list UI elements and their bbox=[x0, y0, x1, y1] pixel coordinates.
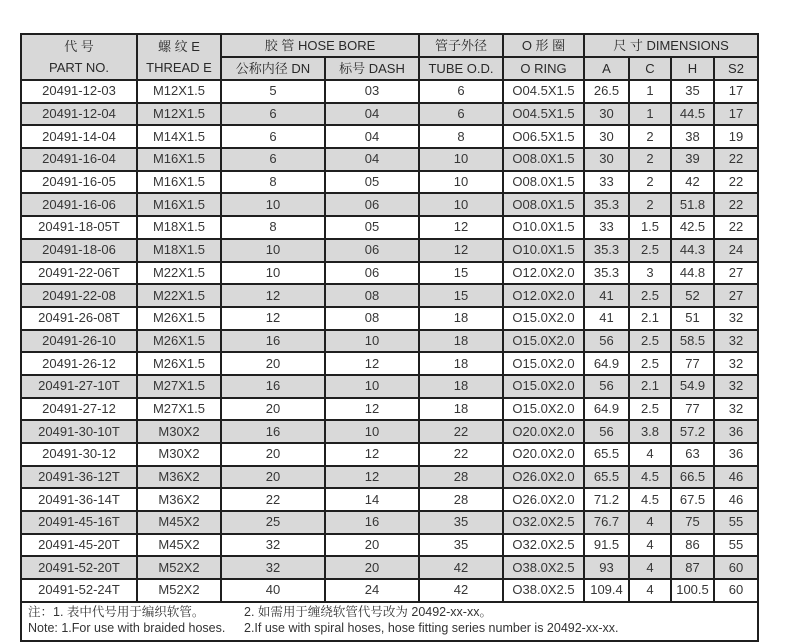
table-cell: 20 bbox=[221, 443, 325, 466]
table-cell: M52X2 bbox=[137, 579, 221, 602]
table-cell: 35.3 bbox=[584, 239, 629, 262]
table-cell: 77 bbox=[671, 398, 714, 421]
table-cell: 6 bbox=[221, 125, 325, 148]
notes-row bbox=[21, 602, 758, 641]
table-cell: M27X1.5 bbox=[137, 398, 221, 421]
table-cell: 16 bbox=[221, 375, 325, 398]
header-dim-s2: S2 bbox=[714, 57, 758, 80]
table-cell: 1.5 bbox=[629, 216, 671, 239]
table-cell: 06 bbox=[325, 193, 419, 216]
table-cell: 22 bbox=[714, 216, 758, 239]
table-cell: M12X1.5 bbox=[137, 80, 221, 103]
table-cell: 20491-45-20T bbox=[21, 534, 137, 557]
table-cell: 35 bbox=[419, 534, 503, 557]
table-cell: 26.5 bbox=[584, 80, 629, 103]
table-cell: 40 bbox=[221, 579, 325, 602]
table-cell: 39 bbox=[671, 148, 714, 171]
table-cell: O10.0X1.5 bbox=[503, 216, 584, 239]
table-cell: 08 bbox=[325, 307, 419, 330]
table-cell: M30X2 bbox=[137, 443, 221, 466]
table-cell: M14X1.5 bbox=[137, 125, 221, 148]
table-cell: 44.3 bbox=[671, 239, 714, 262]
table-cell: 6 bbox=[419, 80, 503, 103]
table-cell: 2.5 bbox=[629, 239, 671, 262]
table-cell: O38.0X2.5 bbox=[503, 579, 584, 602]
table-cell: 20 bbox=[221, 398, 325, 421]
table-row bbox=[21, 193, 758, 216]
header-o-ring-zh: O 形 圈 bbox=[503, 34, 584, 57]
table-cell: 2.5 bbox=[629, 398, 671, 421]
table-cell: 20491-22-08 bbox=[21, 284, 137, 307]
table-cell: 55 bbox=[714, 534, 758, 557]
table-cell: 56 bbox=[584, 420, 629, 443]
header-thread bbox=[137, 34, 221, 80]
table-cell: 4.5 bbox=[629, 488, 671, 511]
table-cell: M16X1.5 bbox=[137, 193, 221, 216]
table-cell: 51 bbox=[671, 307, 714, 330]
table-cell: 10 bbox=[325, 420, 419, 443]
header-dimensions-group: 尺 寸 DIMENSIONS bbox=[584, 34, 758, 57]
table-cell: O12.0X2.0 bbox=[503, 284, 584, 307]
table-cell: 32 bbox=[221, 556, 325, 579]
table-cell: 35 bbox=[671, 80, 714, 103]
table-cell: 86 bbox=[671, 534, 714, 557]
header-dn: 公称内径 DN bbox=[221, 57, 325, 80]
table-cell: 27 bbox=[714, 284, 758, 307]
table-cell: O08.0X1.5 bbox=[503, 148, 584, 171]
note-zh-1: 注：1. 表中代号用于编织软管。 bbox=[28, 605, 205, 620]
table-cell: 33 bbox=[584, 216, 629, 239]
table-cell: 22 bbox=[714, 193, 758, 216]
table-cell: 33 bbox=[584, 171, 629, 194]
table-cell: 32 bbox=[714, 330, 758, 353]
table-cell: 16 bbox=[325, 511, 419, 534]
table-cell: O15.0X2.0 bbox=[503, 398, 584, 421]
note-zh-2: 2. 如需用于缠绕软管代号改为 20492-xx-xx。 bbox=[244, 605, 492, 620]
table-cell: 4 bbox=[629, 556, 671, 579]
header-dim-c: C bbox=[629, 57, 671, 80]
table-cell: 4 bbox=[629, 443, 671, 466]
table-cell: 20491-16-06 bbox=[21, 193, 137, 216]
table-cell: 3 bbox=[629, 262, 671, 285]
table-cell: 10 bbox=[419, 148, 503, 171]
table-cell: 8 bbox=[419, 125, 503, 148]
table-cell: 41 bbox=[584, 307, 629, 330]
table-cell: 93 bbox=[584, 556, 629, 579]
table-cell: 20491-12-04 bbox=[21, 103, 137, 126]
table-cell: 19 bbox=[714, 125, 758, 148]
header-dim-a: A bbox=[584, 57, 629, 80]
table-cell: 28 bbox=[419, 488, 503, 511]
table-cell: 63 bbox=[671, 443, 714, 466]
table-cell: 56 bbox=[584, 375, 629, 398]
table-cell: 10 bbox=[419, 171, 503, 194]
table-cell: 10 bbox=[221, 262, 325, 285]
table-row bbox=[21, 330, 758, 353]
table-cell: 04 bbox=[325, 125, 419, 148]
table-cell: O12.0X2.0 bbox=[503, 262, 584, 285]
table-cell: 22 bbox=[714, 171, 758, 194]
table-cell: 8 bbox=[221, 171, 325, 194]
table-cell: 20491-18-05T bbox=[21, 216, 137, 239]
table-cell: 12 bbox=[419, 216, 503, 239]
table-cell: 20491-18-06 bbox=[21, 239, 137, 262]
table-cell: 10 bbox=[325, 375, 419, 398]
note-en-2: 2.If use with spiral hoses, hose fitting series number is 20492-xx-xx. bbox=[244, 620, 619, 635]
table-cell: 20491-36-12T bbox=[21, 466, 137, 489]
table-cell: 44.8 bbox=[671, 262, 714, 285]
table-cell: 22 bbox=[221, 488, 325, 511]
table-row bbox=[21, 148, 758, 171]
table-cell: O04.5X1.5 bbox=[503, 80, 584, 103]
table-cell: 65.5 bbox=[584, 443, 629, 466]
table-cell: 18 bbox=[419, 375, 503, 398]
table-cell: 55 bbox=[714, 511, 758, 534]
table-cell: 08 bbox=[325, 284, 419, 307]
table-header bbox=[21, 34, 758, 80]
table-cell: O20.0X2.0 bbox=[503, 443, 584, 466]
table-row bbox=[21, 420, 758, 443]
table-cell: 71.2 bbox=[584, 488, 629, 511]
table-cell: 2.5 bbox=[629, 284, 671, 307]
table-cell: O38.0X2.5 bbox=[503, 556, 584, 579]
table-cell: O32.0X2.5 bbox=[503, 534, 584, 557]
header-row-1 bbox=[21, 34, 758, 57]
table-cell: 30 bbox=[584, 103, 629, 126]
table-cell: 42 bbox=[419, 556, 503, 579]
header-part-no bbox=[21, 34, 137, 80]
table-cell: 18 bbox=[419, 307, 503, 330]
header-thread-zh: 螺 纹 E bbox=[158, 39, 200, 54]
table-row bbox=[21, 352, 758, 375]
table-cell: 76.7 bbox=[584, 511, 629, 534]
table-cell: 64.9 bbox=[584, 398, 629, 421]
table-cell: 12 bbox=[221, 307, 325, 330]
table-cell: O32.0X2.5 bbox=[503, 511, 584, 534]
table-row bbox=[21, 262, 758, 285]
table-cell: M52X2 bbox=[137, 556, 221, 579]
table-cell: 22 bbox=[419, 443, 503, 466]
table-cell: 2 bbox=[629, 125, 671, 148]
table-cell: M36X2 bbox=[137, 488, 221, 511]
table-cell: 32 bbox=[714, 375, 758, 398]
table-cell: 36 bbox=[714, 420, 758, 443]
table-cell: 58.5 bbox=[671, 330, 714, 353]
table-cell: 20491-30-12 bbox=[21, 443, 137, 466]
table-cell: 04 bbox=[325, 148, 419, 171]
table-cell: 17 bbox=[714, 80, 758, 103]
table-row bbox=[21, 375, 758, 398]
table-cell: 41 bbox=[584, 284, 629, 307]
table-cell: 60 bbox=[714, 556, 758, 579]
table-cell: 20491-26-12 bbox=[21, 352, 137, 375]
table-cell: 10 bbox=[221, 239, 325, 262]
table-cell: 2.5 bbox=[629, 352, 671, 375]
table-cell: 2.1 bbox=[629, 307, 671, 330]
table-cell: M16X1.5 bbox=[137, 171, 221, 194]
table-cell: 20491-36-14T bbox=[21, 488, 137, 511]
table-cell: 51.8 bbox=[671, 193, 714, 216]
table-cell: 36 bbox=[714, 443, 758, 466]
table-cell: 05 bbox=[325, 216, 419, 239]
table-cell: 28 bbox=[419, 466, 503, 489]
table-cell: 2 bbox=[629, 148, 671, 171]
table-cell: 12 bbox=[419, 239, 503, 262]
table-cell: 66.5 bbox=[671, 466, 714, 489]
table-cell: O08.0X1.5 bbox=[503, 171, 584, 194]
header-o-ring-en: O RING bbox=[503, 57, 584, 80]
table-cell: 32 bbox=[714, 352, 758, 375]
note-en-1: Note: 1.For use with braided hoses. bbox=[28, 620, 226, 635]
table-cell: 54.9 bbox=[671, 375, 714, 398]
table-cell: 16 bbox=[221, 420, 325, 443]
table-cell: 4 bbox=[629, 511, 671, 534]
table-cell: M45X2 bbox=[137, 511, 221, 534]
table-cell: 20491-26-10 bbox=[21, 330, 137, 353]
table-cell: 20491-27-10T bbox=[21, 375, 137, 398]
table-cell: 06 bbox=[325, 262, 419, 285]
table-cell: O15.0X2.0 bbox=[503, 352, 584, 375]
table-cell: 6 bbox=[419, 103, 503, 126]
table-cell: 56 bbox=[584, 330, 629, 353]
table-cell: 4 bbox=[629, 534, 671, 557]
table-cell: O15.0X2.0 bbox=[503, 330, 584, 353]
table-cell: 12 bbox=[325, 398, 419, 421]
table-cell: 46 bbox=[714, 488, 758, 511]
table-cell: 18 bbox=[419, 330, 503, 353]
table-cell: 12 bbox=[325, 466, 419, 489]
table-cell: 42 bbox=[671, 171, 714, 194]
table-cell: 25 bbox=[221, 511, 325, 534]
table-cell: 46 bbox=[714, 466, 758, 489]
table-cell: O08.0X1.5 bbox=[503, 193, 584, 216]
table-cell: 30 bbox=[584, 125, 629, 148]
table-row bbox=[21, 80, 758, 103]
table-cell: 05 bbox=[325, 171, 419, 194]
table-cell: 20491-52-20T bbox=[21, 556, 137, 579]
table-cell: 14 bbox=[325, 488, 419, 511]
table-cell: 20 bbox=[221, 352, 325, 375]
table-cell: 1 bbox=[629, 103, 671, 126]
table-cell: 2 bbox=[629, 193, 671, 216]
table-row bbox=[21, 103, 758, 126]
table-cell: 8 bbox=[221, 216, 325, 239]
table-cell: M16X1.5 bbox=[137, 148, 221, 171]
table-cell: 42.5 bbox=[671, 216, 714, 239]
table-cell: 10 bbox=[419, 193, 503, 216]
table-cell: 12 bbox=[325, 352, 419, 375]
table-cell: O04.5X1.5 bbox=[503, 103, 584, 126]
table-cell: O26.0X2.0 bbox=[503, 466, 584, 489]
table-cell: 57.2 bbox=[671, 420, 714, 443]
table-cell: 6 bbox=[221, 103, 325, 126]
table-cell: 35.3 bbox=[584, 193, 629, 216]
table-cell: 75 bbox=[671, 511, 714, 534]
table-row bbox=[21, 216, 758, 239]
table-cell: 10 bbox=[325, 330, 419, 353]
table-cell: 2 bbox=[629, 171, 671, 194]
table-cell: O20.0X2.0 bbox=[503, 420, 584, 443]
table-cell: M22X1.5 bbox=[137, 262, 221, 285]
table-cell: 30 bbox=[584, 148, 629, 171]
table-cell: 20491-16-04 bbox=[21, 148, 137, 171]
table-row bbox=[21, 579, 758, 602]
table-cell: 35 bbox=[419, 511, 503, 534]
table-row bbox=[21, 125, 758, 148]
table-row bbox=[21, 398, 758, 421]
table-cell: 15 bbox=[419, 284, 503, 307]
table-cell: M45X2 bbox=[137, 534, 221, 557]
table-cell: 20491-26-08T bbox=[21, 307, 137, 330]
table-cell: 4.5 bbox=[629, 466, 671, 489]
table-cell: 2.5 bbox=[629, 330, 671, 353]
table-footer bbox=[21, 602, 758, 641]
table-cell: 03 bbox=[325, 80, 419, 103]
notes-line-en bbox=[28, 621, 751, 637]
table-cell: 24 bbox=[714, 239, 758, 262]
table-cell: 67.5 bbox=[671, 488, 714, 511]
header-tube-od-zh: 管子外径 bbox=[419, 34, 503, 57]
table-cell: 18 bbox=[419, 398, 503, 421]
table-cell: 17 bbox=[714, 103, 758, 126]
table-cell: 10 bbox=[221, 193, 325, 216]
table-cell: M27X1.5 bbox=[137, 375, 221, 398]
header-hose-bore-group: 胶 管 HOSE BORE bbox=[221, 34, 419, 57]
table-cell: 32 bbox=[714, 398, 758, 421]
table-cell: 2.1 bbox=[629, 375, 671, 398]
table-body bbox=[21, 80, 758, 602]
table-cell: M26X1.5 bbox=[137, 352, 221, 375]
table-cell: 32 bbox=[221, 534, 325, 557]
table-cell: 20491-14-04 bbox=[21, 125, 137, 148]
table-cell: 87 bbox=[671, 556, 714, 579]
table-cell: 64.9 bbox=[584, 352, 629, 375]
table-row bbox=[21, 171, 758, 194]
table-cell: M36X2 bbox=[137, 466, 221, 489]
header-tube-od-en: TUBE O.D. bbox=[419, 57, 503, 80]
table-row bbox=[21, 284, 758, 307]
notes-line-zh bbox=[28, 605, 751, 621]
table-cell: 42 bbox=[419, 579, 503, 602]
table-cell: 22 bbox=[714, 148, 758, 171]
table-row bbox=[21, 534, 758, 557]
header-part-no-zh: 代 号 bbox=[64, 39, 94, 54]
notes-cell bbox=[21, 602, 758, 641]
table-cell: 27 bbox=[714, 262, 758, 285]
table-cell: 109.4 bbox=[584, 579, 629, 602]
table-cell: 04 bbox=[325, 103, 419, 126]
table-cell: M18X1.5 bbox=[137, 216, 221, 239]
table-cell: 32 bbox=[714, 307, 758, 330]
table-cell: 18 bbox=[419, 352, 503, 375]
table-cell: 24 bbox=[325, 579, 419, 602]
table-cell: 20491-45-16T bbox=[21, 511, 137, 534]
table-row bbox=[21, 307, 758, 330]
table-cell: 100.5 bbox=[671, 579, 714, 602]
table-cell: 20491-16-05 bbox=[21, 171, 137, 194]
table-cell: 20 bbox=[221, 466, 325, 489]
table-cell: 20491-22-06T bbox=[21, 262, 137, 285]
table-row bbox=[21, 443, 758, 466]
table-cell: 20 bbox=[325, 534, 419, 557]
table-cell: 20491-30-10T bbox=[21, 420, 137, 443]
table-cell: 16 bbox=[221, 330, 325, 353]
table-cell: 5 bbox=[221, 80, 325, 103]
table-cell: M26X1.5 bbox=[137, 330, 221, 353]
header-dash: 标号 DASH bbox=[325, 57, 419, 80]
table-row bbox=[21, 466, 758, 489]
table-cell: 65.5 bbox=[584, 466, 629, 489]
table-cell: 3.8 bbox=[629, 420, 671, 443]
header-part-no-en: PART NO. bbox=[49, 60, 109, 75]
table-cell: 15 bbox=[419, 262, 503, 285]
table-cell: 38 bbox=[671, 125, 714, 148]
table-cell: 35.3 bbox=[584, 262, 629, 285]
table-row bbox=[21, 511, 758, 534]
table-cell: 20491-27-12 bbox=[21, 398, 137, 421]
table-cell: 6 bbox=[221, 148, 325, 171]
table-row bbox=[21, 556, 758, 579]
table-cell: 12 bbox=[221, 284, 325, 307]
table-cell: O15.0X2.0 bbox=[503, 375, 584, 398]
table-cell: M30X2 bbox=[137, 420, 221, 443]
table-cell: M22X1.5 bbox=[137, 284, 221, 307]
table-cell: 22 bbox=[419, 420, 503, 443]
table-cell: 4 bbox=[629, 579, 671, 602]
table-cell: 52 bbox=[671, 284, 714, 307]
table-cell: 44.5 bbox=[671, 103, 714, 126]
table-cell: 77 bbox=[671, 352, 714, 375]
table-row bbox=[21, 239, 758, 262]
table-cell: M18X1.5 bbox=[137, 239, 221, 262]
table-cell: M26X1.5 bbox=[137, 307, 221, 330]
table-cell: O26.0X2.0 bbox=[503, 488, 584, 511]
table-cell: O15.0X2.0 bbox=[503, 307, 584, 330]
hose-fitting-spec-table bbox=[20, 33, 759, 642]
table-row bbox=[21, 488, 758, 511]
header-dim-h: H bbox=[671, 57, 714, 80]
table-cell: 91.5 bbox=[584, 534, 629, 557]
table-cell: 06 bbox=[325, 239, 419, 262]
table-cell: 20491-52-24T bbox=[21, 579, 137, 602]
table-cell: 12 bbox=[325, 443, 419, 466]
table-cell: 20491-12-03 bbox=[21, 80, 137, 103]
table-cell: 1 bbox=[629, 80, 671, 103]
table-cell: M12X1.5 bbox=[137, 103, 221, 126]
table-cell: O06.5X1.5 bbox=[503, 125, 584, 148]
header-thread-en: THREAD E bbox=[146, 60, 212, 75]
table-cell: 20 bbox=[325, 556, 419, 579]
table-cell: 60 bbox=[714, 579, 758, 602]
table-cell: O10.0X1.5 bbox=[503, 239, 584, 262]
